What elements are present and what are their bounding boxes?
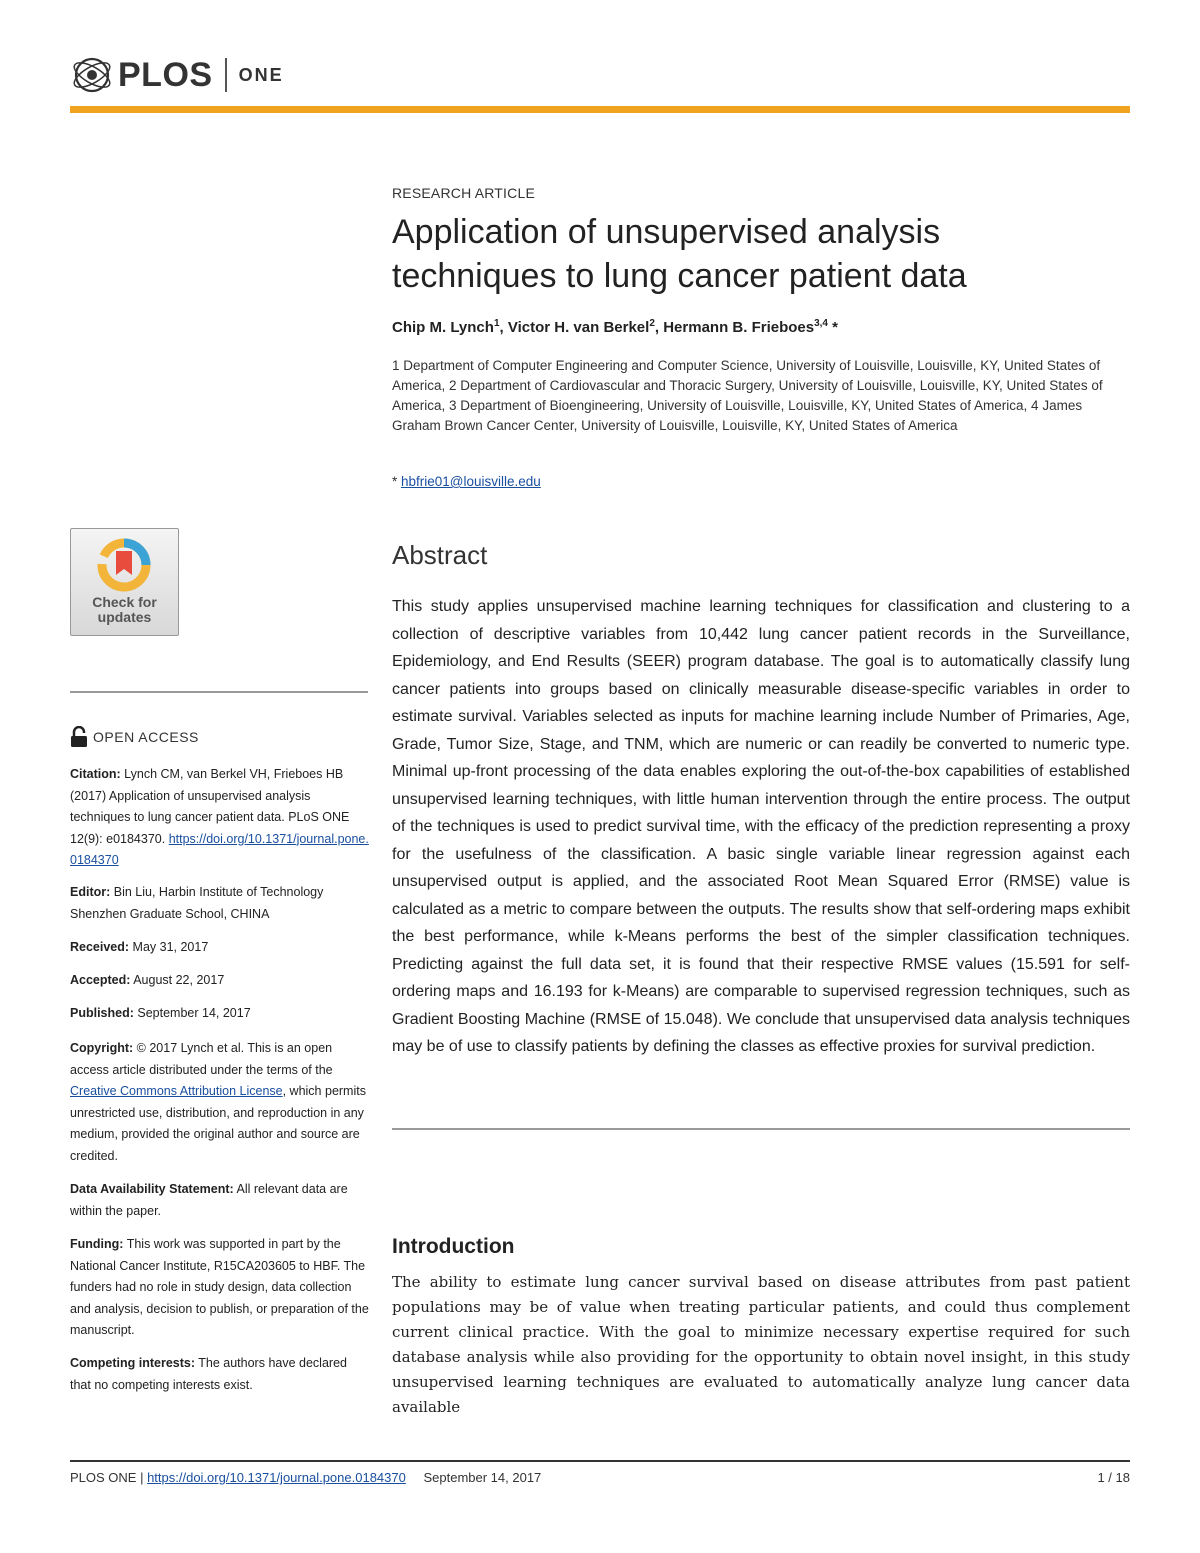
introduction-heading: Introduction (392, 1235, 515, 1258)
author-name[interactable]: Victor H. van Berkel (507, 319, 650, 336)
check-for-updates-icon (96, 537, 152, 593)
editor-text: Bin Liu, Harbin Institute of Technology Shenzhen Graduate School, CHINA (70, 885, 324, 921)
received-block (70, 937, 370, 959)
corresponding-email-line (392, 474, 1130, 489)
check-for-updates-line-2: updates (97, 609, 152, 625)
introduction-text: The ability to estimate lung cancer survival based on disease attributes from past patient populations may be of value when treating particular patients, and could thus complement current clinical practice. With the goal to minimize necessary expertise required for such database analysis while also providing for the opportunity to obtain novel insight, in this study unsupervised learning techniques are evaluated to automatically analyze lung cancer data available (392, 1273, 1130, 1416)
accepted-label: Accepted: (70, 973, 131, 987)
abstract-heading: Abstract (392, 540, 488, 570)
citation-text: Lynch CM, van Berkel VH, Frieboes HB (2017) Application of unsupervised analysis techniques to lung cancer patient data. PLoS ONE 12(9): e0184370. (70, 767, 350, 846)
competing-interests-label: Competing interests: (70, 1356, 196, 1370)
corresponding-email-link[interactable]: hbfrie01@louisville.edu (401, 474, 541, 489)
plos-one-logo[interactable] (70, 52, 284, 98)
header-accent-bar (70, 106, 1130, 113)
logo-divider (225, 58, 227, 92)
abstract-text: This study applies unsupervised machine learning techniques for classification and clustering to a collection of descriptive variables from 10,442 lung cancer patient records in the Surveillance, Epidemiology, and End Results (SEER) program database. The goal is to automatically classify lung cancer patients into groups based on clinically measurable disease-specific variables in order to estimate survival. Variables selected as inputs for machine learning include Number of Primaries, Age, Grade, Tumor Size, Stage, and TNM, which are numeric or can readily be converted to numeric type. Minimal up-front processing of the data enables exploring the out-of-the-box capabilities of established unsupervised learning techniques, with little human intervention through the entire process. The output of the techniques is used to predict survival time, with the efficacy of the prediction representing a proxy for the usefulness of the classification. A basic single variable linear regression against each unsupervised output is applied, and the associated Root Mean Squared Error (RMSE) value is calculated as a metric to compare between the outputs. The results show that self-ordering maps exhibit the best performance, while k-Means performs the best of the simpler classification techniques. Predicting against the full data set, it is found that their respective RMSE values (15.591 for self-ordering maps and 16.193 for k-Means) are comparable to supervised regression techniques, such as Gradient Boosting Machine (RMSE of 15.048). We conclude that unsupervised data analysis techniques may be of use to classify patients by defining the classes as effective proxies for survival prediction. (392, 598, 1130, 1055)
article-type: RESEARCH ARTICLE (392, 185, 535, 201)
plos-globe-icon (70, 53, 114, 97)
accepted-date: August 22, 2017 (130, 973, 225, 987)
editor-label: Editor: (70, 885, 111, 899)
funding-label: Funding: (70, 1237, 124, 1251)
received-label: Received: (70, 940, 130, 954)
received-date: May 31, 2017 (129, 940, 209, 954)
author-separator: , (499, 319, 508, 336)
open-access-badge (70, 726, 199, 748)
editor-block (70, 882, 370, 925)
published-label: Published: (70, 1006, 134, 1020)
funding-block (70, 1234, 370, 1342)
data-availability-text: All relevant data are within the paper. (70, 1182, 348, 1218)
published-block (70, 1003, 370, 1025)
article-title (392, 210, 1130, 298)
check-for-updates-label (71, 595, 178, 625)
page-number: 1 / 18 (1097, 1470, 1130, 1485)
author-affiliation-mark: 1 (493, 318, 500, 329)
data-availability-block (70, 1179, 370, 1222)
data-availability-label: Data Availability Statement: (70, 1182, 234, 1196)
published-date: September 14, 2017 (133, 1006, 251, 1020)
email-prefix: * (392, 474, 402, 489)
affiliations: 1 Department of Computer Engineering and Computer Science, University of Louisville, Louisville, KY, United States of America, 2 Department of Cardiovascular and Thoracic Surgery, University of Louisville, Louisville, KY, United States of America, 3 Department of Bioengineering, University of Louisville, Louisville, KY, United States of America, 4 James Graham Brown Cancer Center, University of Louisville, Louisville, KY, United States of America (392, 358, 1103, 433)
citation-label: Citation: (70, 767, 121, 781)
copyright-block (70, 1038, 370, 1167)
author-list (392, 318, 1130, 336)
funding-text: This work was supported in part by the National Cancer Institute, R15CA203605 to HBF. The funders had no role in study design, data collection and analysis, decision to publish, or preparation of the manuscript. (70, 1237, 369, 1337)
competing-interests-block (70, 1353, 370, 1396)
author-affiliation-mark: 2 (649, 318, 655, 329)
footer-divider (70, 1460, 1130, 1462)
author-separator: * (828, 319, 839, 336)
sidebar-divider (70, 691, 368, 693)
author-name[interactable]: Chip M. Lynch (392, 319, 494, 336)
author-name[interactable]: Hermann B. Frieboes (663, 319, 815, 336)
title-line-2: techniques to lung cancer patient data (392, 257, 967, 295)
copyright-text-continued: , which permits unrestricted use, distribution, and reproduction in any medium, provided the original author and source are credited. (70, 1084, 366, 1163)
accepted-block (70, 970, 370, 992)
brand-name: PLOS (118, 55, 213, 94)
author-affiliation-mark: 3,4 (814, 318, 828, 329)
footer-date: September 14, 2017 (423, 1470, 542, 1485)
title-line-1: Application of unsupervised analysis (392, 213, 941, 251)
check-for-updates-badge[interactable] (70, 528, 179, 636)
abstract-divider (392, 1128, 1130, 1130)
copyright-label: Copyright: (70, 1041, 134, 1055)
author-separator: , (654, 319, 664, 336)
footer-doi-link[interactable]: https://doi.org/10.1371/journal.pone.0184370 (147, 1470, 406, 1485)
citation-block (70, 764, 370, 872)
citation-doi-link[interactable]: https://doi.org/10.1371/journal.pone.0184370 (70, 831, 369, 867)
copyright-text: © 2017 Lynch et al. This is an open access article distributed under the terms of the (70, 1041, 333, 1077)
open-lock-icon (70, 726, 88, 748)
license-link[interactable]: Creative Commons Attribution License (70, 1084, 283, 1098)
page-footer (70, 1470, 1130, 1485)
open-access-label: OPEN ACCESS (93, 729, 199, 745)
check-for-updates-line-1: Check for (92, 594, 157, 610)
competing-interests-text: The authors have declared that no competing interests exist. (70, 1356, 347, 1392)
footer-journal: PLOS ONE | (70, 1470, 148, 1485)
journal-name: ONE (238, 64, 284, 85)
